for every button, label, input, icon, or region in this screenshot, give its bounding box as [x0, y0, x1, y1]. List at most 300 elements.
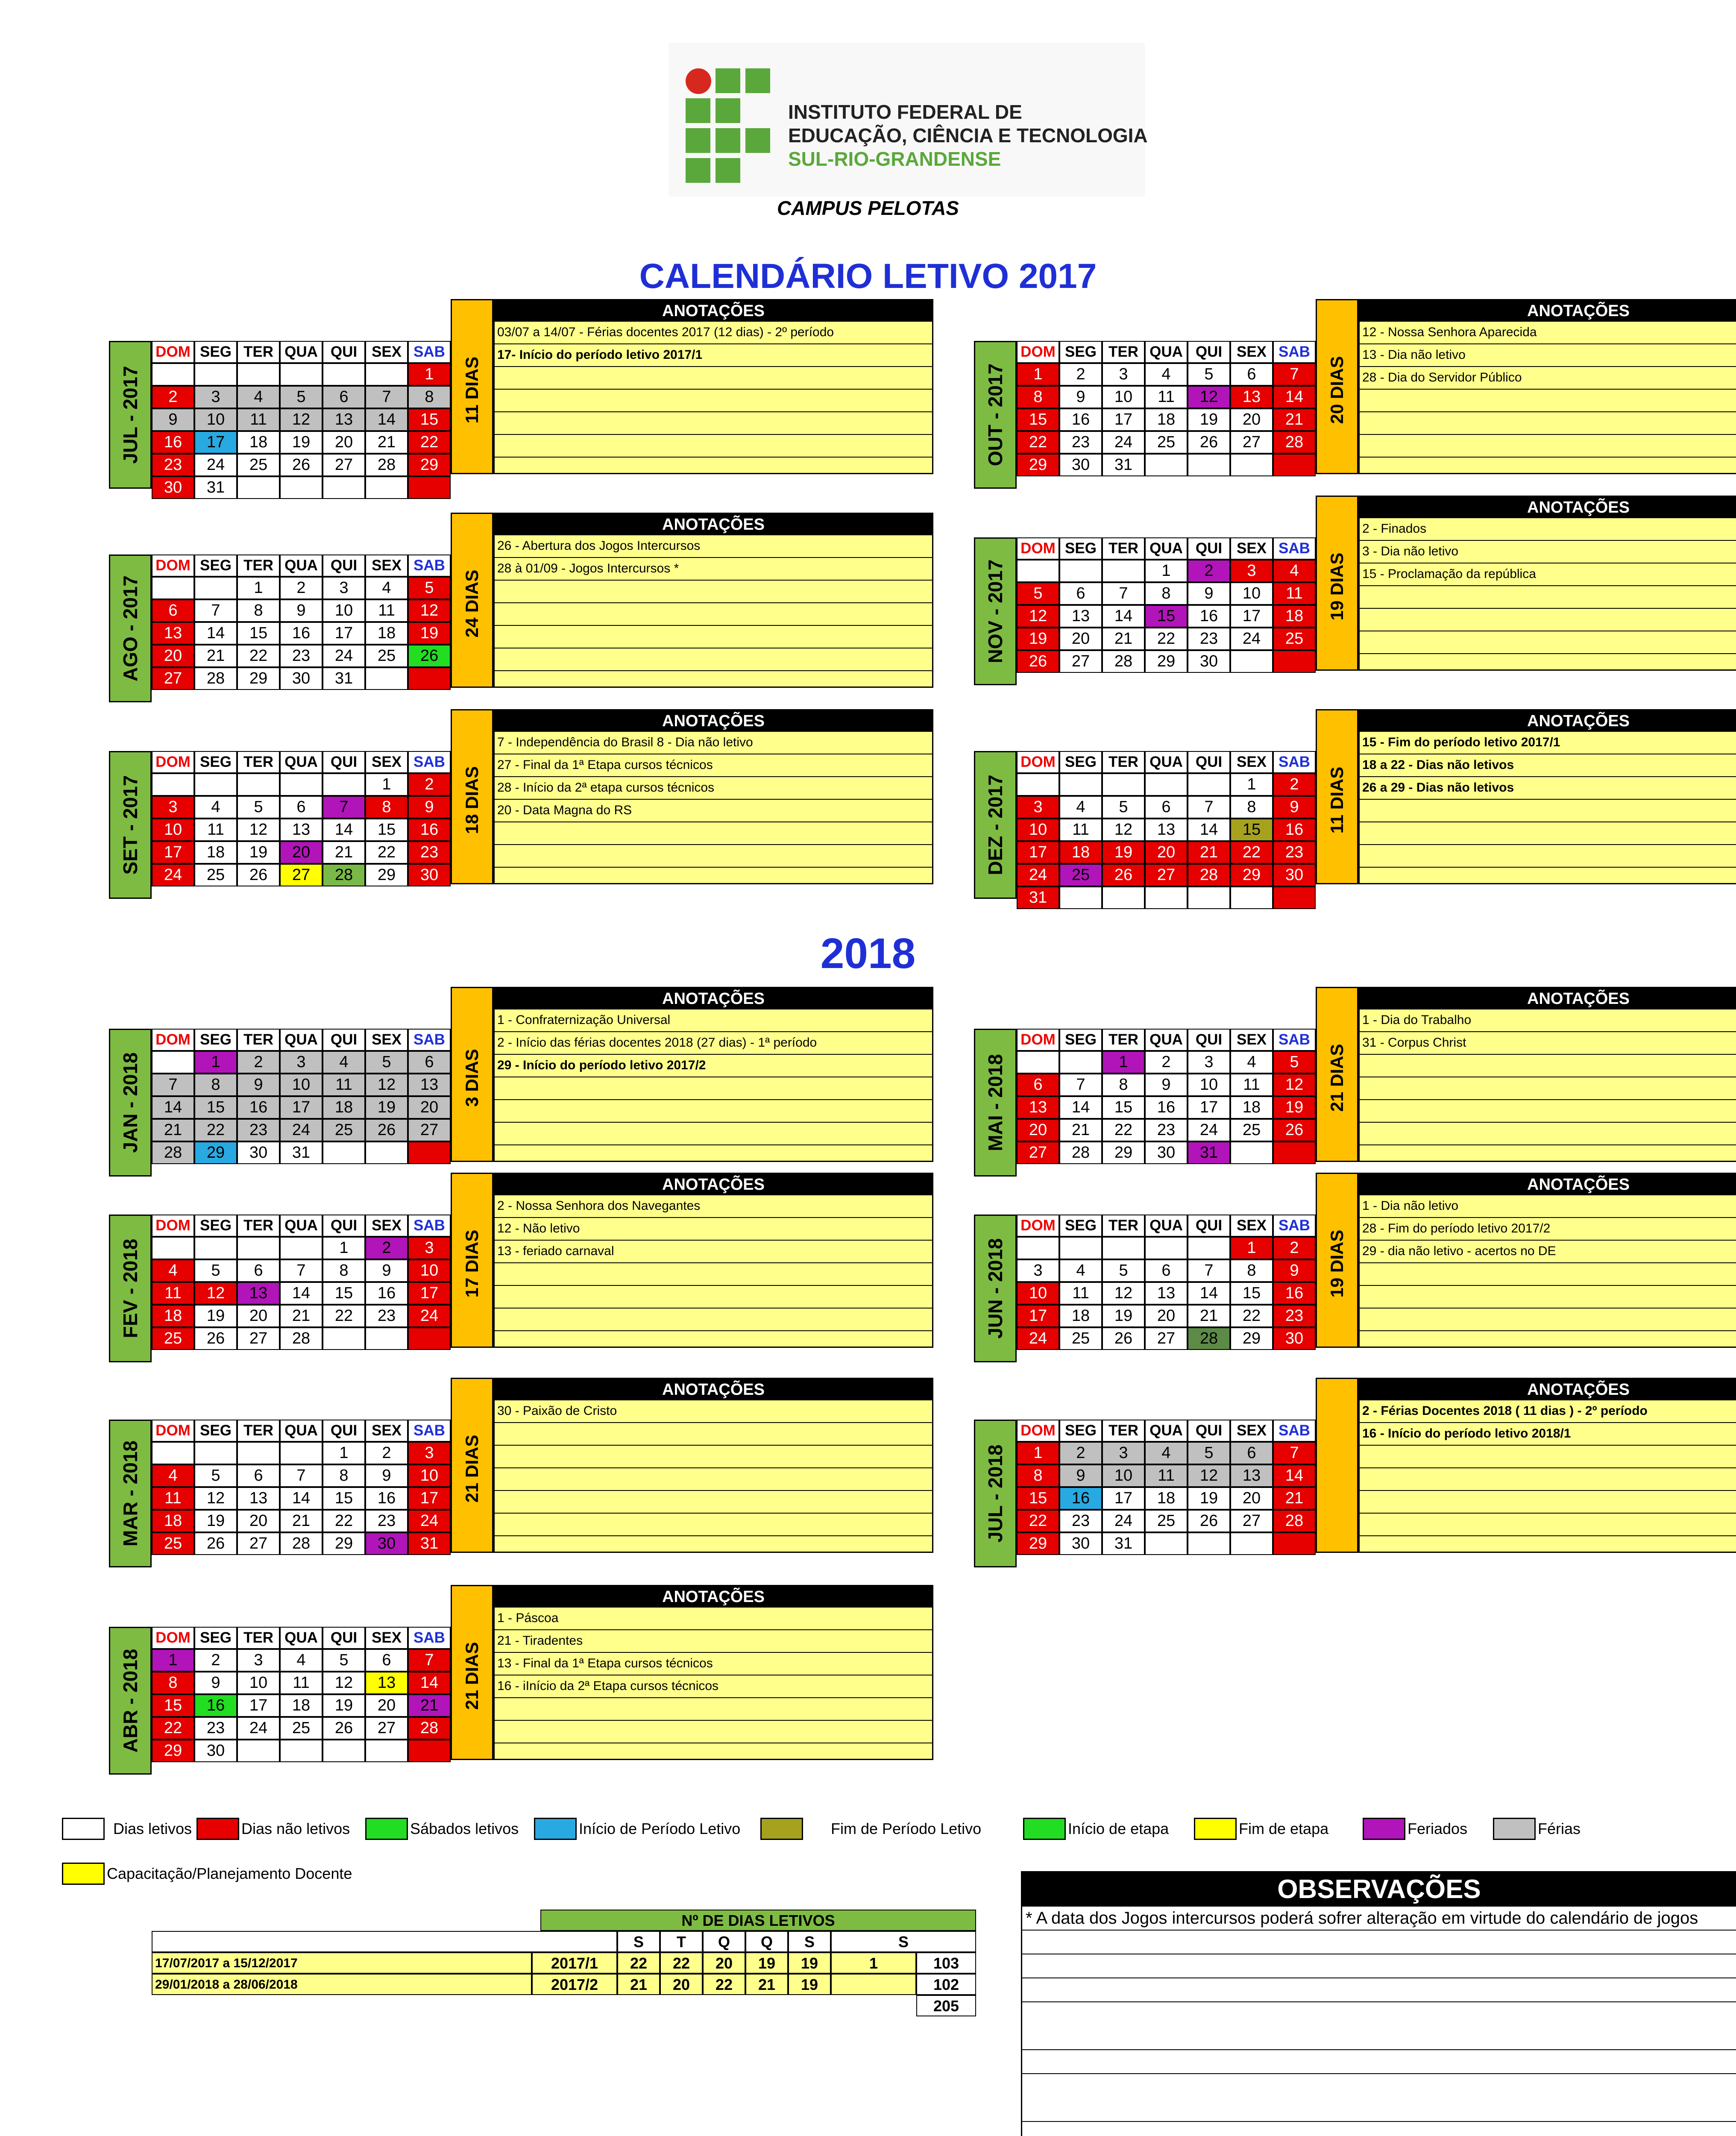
month-name-label: [974, 1029, 1017, 1177]
day-cell: 5: [194, 1259, 237, 1282]
empty-day-cell: [1145, 773, 1188, 796]
day-cell: 5: [280, 386, 323, 408]
day-cell: 30: [1273, 864, 1316, 886]
weekday-sex: SEX: [1230, 1420, 1273, 1442]
annotation-row: 3 - Dia não letivo: [1360, 541, 1736, 563]
day-cell: 1: [194, 1051, 237, 1074]
day-cell: 15: [323, 1487, 365, 1510]
day-cell: 10: [280, 1074, 323, 1096]
day-cell: 1: [323, 1237, 365, 1259]
school-days-count: [451, 1585, 493, 1760]
empty-day-cell: [1017, 1237, 1059, 1259]
day-cell: 26: [1102, 1327, 1145, 1350]
annotation-row: 2 - Início das férias docentes 2018 (27 dias) - 1ª período: [495, 1032, 932, 1055]
legend-swatch: [534, 1818, 577, 1840]
empty-day-cell: [1017, 1051, 1059, 1074]
empty-day-cell: [237, 363, 280, 386]
day-cell: 4: [152, 1464, 194, 1487]
day-cell: 9: [408, 796, 451, 819]
annotation-row: [1360, 822, 1736, 845]
day-cell: 21: [1188, 841, 1230, 864]
legend-label: Capacitação/Planejamento Docente: [107, 1865, 352, 1882]
annotation-row: 29 - Início do período letivo 2017/2: [495, 1055, 932, 1077]
day-cell: 7: [408, 1649, 451, 1672]
empty-day-cell: [152, 773, 194, 796]
day-cell: 6: [280, 796, 323, 819]
legend-label: Início de etapa: [1068, 1820, 1169, 1837]
weekday-header: [152, 1215, 451, 1237]
weekday-ter: TER: [1102, 1215, 1145, 1237]
day-cell: 2: [280, 577, 323, 599]
empty-day-cell: [1145, 454, 1188, 476]
weekday-qua: QUA: [280, 1029, 323, 1051]
empty-day-cell: [323, 1327, 365, 1350]
empty-day-cell: [1230, 454, 1273, 476]
month-block: [109, 299, 933, 496]
annotation-row: [1360, 1309, 1736, 1331]
legend-swatch: [760, 1818, 803, 1840]
period-label: 2017/1: [532, 1952, 617, 1974]
day-cell: 16: [365, 1282, 408, 1305]
weekday-dom: DOM: [1017, 751, 1059, 773]
count-cell: [831, 1974, 916, 1995]
day-cell: 1: [323, 1442, 365, 1464]
annotations-panel: [1358, 496, 1736, 671]
weekday-qui: QUI: [1188, 1420, 1230, 1442]
day-cell: 13: [365, 1672, 408, 1694]
annotation-row: [1360, 1077, 1736, 1100]
day-cell: 7: [323, 796, 365, 819]
day-cell: 18: [1059, 841, 1102, 864]
empty-day-cell: [280, 1237, 323, 1259]
day-cell: 25: [1145, 1510, 1188, 1532]
day-cell: 14: [408, 1672, 451, 1694]
school-days-label: 24 DIAS: [462, 569, 482, 638]
weekday-qui: QUI: [323, 1215, 365, 1237]
weekday-sex: SEX: [365, 751, 408, 773]
month-block: [974, 987, 1736, 1164]
day-cell: 9: [1273, 796, 1316, 819]
day-cell: 31: [1102, 1532, 1145, 1555]
day-cell: 19: [1017, 628, 1059, 650]
day-cell: 29: [1145, 650, 1188, 673]
weekday-header: [152, 555, 451, 577]
day-cell: 30: [194, 1740, 237, 1762]
day-cell: 23: [408, 841, 451, 864]
annotation-row: [495, 626, 932, 648]
day-cell: 30: [237, 1141, 280, 1164]
day-cell: 12: [1017, 605, 1059, 628]
weekday-header: [1017, 341, 1316, 363]
col-header: T: [660, 1931, 703, 1952]
day-cell: 29: [365, 864, 408, 886]
day-cell: 10: [1188, 1074, 1230, 1096]
day-cell: 10: [1102, 386, 1145, 408]
day-cell: 12: [365, 1074, 408, 1096]
day-cell: 10: [1230, 582, 1273, 605]
weekday-qua: QUA: [1145, 751, 1188, 773]
day-cell: 6: [1230, 363, 1273, 386]
day-cell: 6: [237, 1259, 280, 1282]
logo-red-circle: [686, 68, 711, 94]
weekday-sex: SEX: [365, 341, 408, 363]
empty-day-cell: [1230, 650, 1273, 673]
count-cell: 19: [788, 1974, 831, 1995]
logo-square: [686, 158, 710, 183]
weekday-qui: QUI: [323, 1627, 365, 1649]
day-cell: 13: [1230, 386, 1273, 408]
day-cell: 2: [365, 1442, 408, 1464]
day-cell: 8: [365, 796, 408, 819]
day-cell: 2: [365, 1237, 408, 1259]
school-days-count: [1316, 987, 1358, 1162]
day-cell: 30: [152, 476, 194, 499]
day-cell: 7: [194, 599, 237, 622]
annotation-row: [495, 435, 932, 458]
weekday-qua: QUA: [1145, 1420, 1188, 1442]
empty-day-cell: [365, 1327, 408, 1350]
count-cell: 19: [745, 1952, 788, 1974]
annotations-header: ANOTAÇÕES: [495, 514, 932, 535]
day-cell: 24: [280, 1119, 323, 1141]
empty-day-cell: [152, 577, 194, 599]
day-cell: 12: [280, 408, 323, 431]
logo-square: [686, 128, 710, 153]
day-cell: 17: [152, 841, 194, 864]
day-cell: 25: [1059, 864, 1102, 886]
day-cell: 3: [194, 386, 237, 408]
day-cell: 19: [1188, 408, 1230, 431]
day-cell: 17: [1017, 841, 1059, 864]
empty-day-cell: [365, 476, 408, 499]
row-total: 103: [916, 1952, 976, 1974]
day-cell: 11: [1145, 1464, 1188, 1487]
day-cell: 1: [1230, 773, 1273, 796]
day-cell: 25: [1145, 431, 1188, 454]
empty-day-cell: [280, 773, 323, 796]
school-days-count: [1316, 496, 1358, 671]
day-cell: 11: [1230, 1074, 1273, 1096]
day-cell: 22: [1145, 628, 1188, 650]
count-cell: 22: [617, 1952, 660, 1974]
observation-text: * A data dos Jogos intercursos poderá sofrer alteração em virtude do calendário de jogos: [1022, 1907, 1736, 1931]
month-block: [974, 709, 1736, 907]
day-cell: 20: [1017, 1119, 1059, 1141]
count-cell: 20: [703, 1952, 745, 1974]
day-cell: 9: [365, 1259, 408, 1282]
day-cell: 8: [1017, 1464, 1059, 1487]
annotation-row: [495, 1491, 932, 1514]
day-grid: [1017, 1442, 1316, 1555]
day-cell: 13: [323, 408, 365, 431]
annotation-row: 16 - Início do período letivo 2018/1: [1360, 1423, 1736, 1446]
day-cell: 11: [152, 1282, 194, 1305]
empty-day-cell: [237, 476, 280, 499]
day-cell: 5: [1102, 1259, 1145, 1282]
weekday-sex: SEX: [365, 1215, 408, 1237]
day-cell: 7: [365, 386, 408, 408]
day-cell: 21: [280, 1305, 323, 1327]
day-cell: 7: [1273, 363, 1316, 386]
day-cell: 27: [280, 864, 323, 886]
empty-cell: [152, 1931, 617, 1952]
day-cell: 10: [194, 408, 237, 431]
empty-day-cell: [1188, 1532, 1230, 1555]
annotation-row: 21 - Tiradentes: [495, 1630, 932, 1653]
campus-name: CAMPUS PELOTAS: [777, 197, 959, 219]
day-cell: 26: [408, 645, 451, 667]
annotation-row: [1360, 1100, 1736, 1123]
day-grid: [152, 773, 451, 886]
empty-day-cell: [1059, 560, 1102, 582]
annotations-header: ANOTAÇÕES: [495, 1379, 932, 1400]
weekday-qua: QUA: [280, 1420, 323, 1442]
empty-day-cell: [1017, 773, 1059, 796]
period-range: 17/07/2017 a 15/12/2017: [152, 1952, 532, 1974]
day-cell: 27: [237, 1327, 280, 1350]
day-cell: 9: [1273, 1259, 1316, 1282]
annotation-row: [495, 845, 932, 868]
empty-day-cell: [237, 1442, 280, 1464]
month-name-label: [109, 1627, 152, 1775]
day-cell: 28: [1059, 1141, 1102, 1164]
month-name-label: [109, 751, 152, 899]
day-cell: 11: [365, 599, 408, 622]
legend-swatch: [1363, 1818, 1405, 1840]
col-header: S: [617, 1931, 660, 1952]
empty-day-cell: [1059, 886, 1102, 909]
observation-line: [1022, 1954, 1736, 1978]
day-cell: 1: [365, 773, 408, 796]
month-name: FEV - 2018: [119, 1238, 141, 1338]
annotation-row: [495, 1698, 932, 1721]
annotation-row: 13 - Final da 1ª Etapa cursos técnicos: [495, 1653, 932, 1675]
empty-day-cell: [194, 773, 237, 796]
day-cell: 27: [1059, 650, 1102, 673]
day-cell: 8: [237, 599, 280, 622]
school-days-count: [451, 1378, 493, 1553]
empty-day-cell: [1230, 1532, 1273, 1555]
day-cell: 30: [1188, 650, 1230, 673]
day-cell: 12: [1102, 1282, 1145, 1305]
annotations-panel: [1358, 709, 1736, 884]
day-cell: 9: [1188, 582, 1230, 605]
day-cell: 14: [280, 1282, 323, 1305]
empty-day-cell: [1230, 1141, 1273, 1164]
annotation-row: [495, 603, 932, 626]
day-cell: 23: [280, 645, 323, 667]
day-cell: 21: [1059, 1119, 1102, 1141]
school-days-label: 21 DIAS: [462, 1642, 482, 1710]
day-cell: 19: [1102, 1305, 1145, 1327]
day-cell: 28: [194, 667, 237, 690]
empty-day-cell: [365, 1141, 408, 1164]
weekday-ter: TER: [237, 341, 280, 363]
day-cell: 3: [280, 1051, 323, 1074]
day-cell: 26: [1102, 864, 1145, 886]
school-days-count: [451, 299, 493, 474]
day-cell: 20: [280, 841, 323, 864]
day-cell: 22: [1017, 1510, 1059, 1532]
annotation-row: 17- Início do período letivo 2017/1: [495, 344, 932, 367]
day-cell: 14: [323, 819, 365, 841]
empty-day-cell: [1273, 1532, 1316, 1555]
school-days-label: 18 DIAS: [462, 766, 482, 834]
weekday-dom: DOM: [152, 751, 194, 773]
empty-day-cell: [1273, 886, 1316, 909]
day-cell: 5: [365, 1051, 408, 1074]
day-cell: 7: [280, 1259, 323, 1282]
day-cell: 14: [152, 1096, 194, 1119]
weekday-sab: SAB: [1273, 1420, 1316, 1442]
day-cell: 3: [408, 1442, 451, 1464]
month-block: [109, 1173, 933, 1350]
day-cell: 20: [408, 1096, 451, 1119]
empty-day-cell: [1273, 454, 1316, 476]
annotation-row: [495, 1077, 932, 1100]
weekday-qui: QUI: [1188, 1029, 1230, 1051]
day-cell: 7: [1102, 582, 1145, 605]
day-cell: 23: [1188, 628, 1230, 650]
day-cell: 14: [1188, 819, 1230, 841]
annotation-row: [495, 1123, 932, 1145]
day-cell: 25: [194, 864, 237, 886]
weekday-header: [1017, 1420, 1316, 1442]
day-cell: 14: [1059, 1096, 1102, 1119]
day-cell: 24: [1017, 1327, 1059, 1350]
weekday-seg: SEG: [1059, 1420, 1102, 1442]
day-cell: 18: [194, 841, 237, 864]
annotation-row: 27 - Final da 1ª Etapa cursos técnicos: [495, 754, 932, 777]
weekday-sex: SEX: [1230, 1215, 1273, 1237]
day-cell: 22: [1102, 1119, 1145, 1141]
weekday-dom: DOM: [1017, 1420, 1059, 1442]
day-cell: 15: [1230, 1282, 1273, 1305]
day-cell: 12: [194, 1282, 237, 1305]
annotation-row: [1360, 1491, 1736, 1514]
annotations-header: ANOTAÇÕES: [1360, 988, 1736, 1009]
weekday-sex: SEX: [1230, 1029, 1273, 1051]
weekday-seg: SEG: [194, 1420, 237, 1442]
day-cell: 17: [408, 1282, 451, 1305]
day-grid: [1017, 773, 1316, 909]
empty-day-cell: [1230, 886, 1273, 909]
weekday-qui: QUI: [1188, 341, 1230, 363]
empty-day-cell: [237, 1740, 280, 1762]
day-cell: 28: [323, 864, 365, 886]
empty-day-cell: [1102, 1237, 1145, 1259]
day-cell: 28: [280, 1532, 323, 1555]
annotations-panel: [1358, 1378, 1736, 1553]
day-cell: 22: [1230, 1305, 1273, 1327]
weekday-header: [1017, 1215, 1316, 1237]
legend-label: Dias não letivos: [241, 1820, 350, 1837]
annotation-row: [495, 1423, 932, 1446]
month-name-label: [109, 1029, 152, 1177]
day-cell: 13: [408, 1074, 451, 1096]
day-cell: 29: [237, 667, 280, 690]
weekday-sex: SEX: [1230, 751, 1273, 773]
annotation-row: 28 - Dia do Servidor Público: [1360, 367, 1736, 390]
day-cell: 23: [194, 1717, 237, 1740]
day-cell: 13: [1145, 819, 1188, 841]
day-cell: 1: [1145, 560, 1188, 582]
day-cell: 26: [194, 1532, 237, 1555]
day-cell: 4: [1145, 1442, 1188, 1464]
day-cell: 27: [408, 1119, 451, 1141]
day-cell: 26: [194, 1327, 237, 1350]
weekday-header: [152, 751, 451, 773]
day-cell: 15: [1102, 1096, 1145, 1119]
month-block: [109, 513, 933, 690]
day-cell: 12: [1102, 819, 1145, 841]
weekday-sab: SAB: [1273, 751, 1316, 773]
day-cell: 2: [1273, 1237, 1316, 1259]
annotation-row: [1360, 1263, 1736, 1286]
weekday-sex: SEX: [365, 1420, 408, 1442]
day-cell: 22: [1017, 431, 1059, 454]
weekday-dom: DOM: [1017, 1029, 1059, 1051]
weekday-ter: TER: [1102, 751, 1145, 773]
weekday-qua: QUA: [280, 1627, 323, 1649]
day-cell: 9: [1059, 386, 1102, 408]
day-cell: 7: [152, 1074, 194, 1096]
day-cell: 6: [237, 1464, 280, 1487]
school-days-label: 3 DIAS: [462, 1049, 482, 1107]
day-cell: 31: [280, 1141, 323, 1164]
annotation-row: [495, 1286, 932, 1309]
day-cell: 9: [152, 408, 194, 431]
day-cell: 23: [1273, 841, 1316, 864]
day-cell: 29: [1017, 454, 1059, 476]
annotations-header: ANOTAÇÕES: [495, 300, 932, 322]
day-cell: 3: [1017, 796, 1059, 819]
empty-day-cell: [323, 476, 365, 499]
day-cell: 14: [280, 1487, 323, 1510]
day-cell: 7: [1188, 1259, 1230, 1282]
day-cell: 7: [1059, 1074, 1102, 1096]
annotation-row: 2 - Férias Docentes 2018 ( 11 dias ) - 2º período: [1360, 1400, 1736, 1423]
annotation-row: [495, 1721, 932, 1743]
annotation-row: [1360, 631, 1736, 654]
day-cell: 24: [408, 1510, 451, 1532]
empty-day-cell: [1102, 886, 1145, 909]
day-cell: 11: [1145, 386, 1188, 408]
day-grid: [1017, 363, 1316, 476]
day-cell: 5: [1188, 1442, 1230, 1464]
day-cell: 19: [1188, 1487, 1230, 1510]
month-name: SET - 2017: [119, 775, 141, 875]
empty-day-cell: [1102, 560, 1145, 582]
legend-label: Fim de Período Letivo: [831, 1820, 982, 1837]
weekday-seg: SEG: [194, 1029, 237, 1051]
day-cell: 8: [194, 1074, 237, 1096]
annotation-row: 2 - Finados: [1360, 518, 1736, 541]
weekday-qua: QUA: [1145, 537, 1188, 560]
observation-line: [1022, 1931, 1736, 1954]
weekday-sab: SAB: [408, 555, 451, 577]
day-cell: 24: [1102, 431, 1145, 454]
annotation-row: [1360, 412, 1736, 435]
day-cell: 4: [323, 1051, 365, 1074]
logo-square: [745, 128, 770, 153]
empty-day-cell: [1273, 1141, 1316, 1164]
day-cell: 11: [280, 1672, 323, 1694]
weekday-qui: QUI: [1188, 751, 1230, 773]
empty-day-cell: [1102, 773, 1145, 796]
day-cell: 13: [152, 622, 194, 645]
day-cell: 23: [237, 1119, 280, 1141]
